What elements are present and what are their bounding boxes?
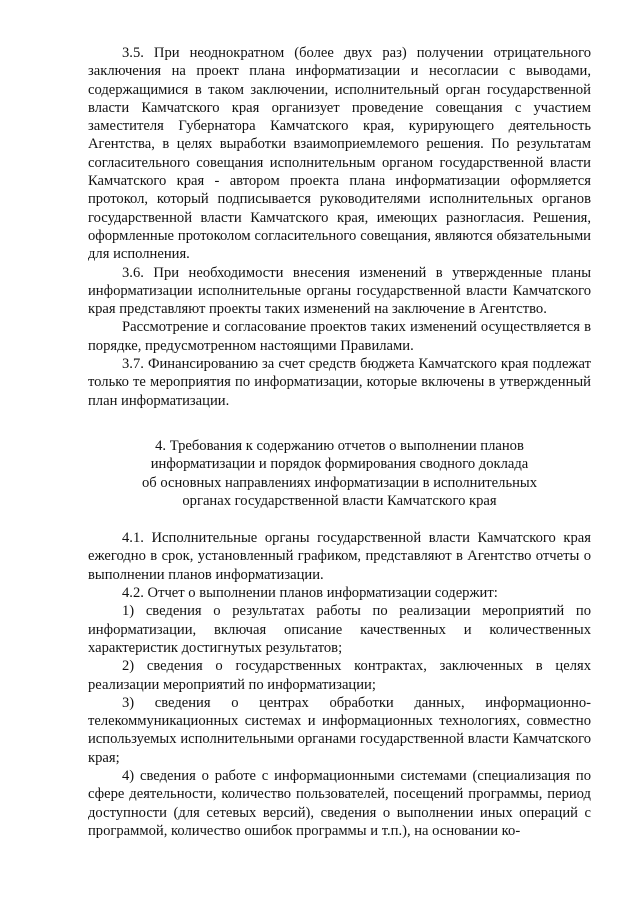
paragraph-3-6: 3.6. При необходимости внесения изменений в утвержденные планы информатизации исполнительные органы государственной власти Камчатского края представляют проекты таких изменений на заключение в Агентство. bbox=[88, 264, 591, 318]
paragraph-4-2: 4.2. Отчет о выполнении планов информатизации содержит: bbox=[122, 585, 498, 602]
list-item-3: 3) сведения о центрах обработки данных, информационно-телекоммуникационных системах и информационных технологиях, совместно используемых исполнительными органами государственной власти Камчатского края; bbox=[88, 694, 591, 766]
list-item-1: 1) сведения о результатах работы по реализации мероприятий по информатизации, включая описание качественных и количественных характеристик достигнутых результатов; bbox=[88, 603, 591, 656]
section-4-title bbox=[88, 437, 591, 510]
section-title-line: 4. Требования к содержанию отчетов о выполнении планов bbox=[155, 437, 524, 454]
section-title-line: информатизации и порядок формирования сводного доклада bbox=[150, 456, 529, 473]
section-title-line: органах государственной власти Камчатского края bbox=[182, 492, 497, 509]
list-item-2: 2) сведения о государственных контрактах, заключенных в целях реализации мероприятий по информатизации; bbox=[88, 658, 591, 693]
section-title-line: об основных направлениях информатизации в исполнительных bbox=[141, 474, 538, 491]
list-item-4: 4) сведения о работе с информационными системами (специализация по сфере деятельности, количество пользователей, посещений программы, период доступности (для сетевых версий), сведения о выполнении иных операций с программой, количество ошибок программы и т.п.), на основании ко- bbox=[88, 767, 591, 839]
paragraph-3-6-review: Рассмотрение и согласование проектов таких изменений осуществляется в порядке, предусмотренном настоящими Правилами. bbox=[88, 319, 591, 354]
paragraph-3-5: 3.5. При неоднократном (более двух раз) получении отрицательного заключения на проект плана информатизации и несогласии с выводами, содержащимися в таком заключении, исполнительный орган государственной власти Камчатского края организует проведение совещания с участием заместителя Губернатора Камчатского края, курирующего деятельность Агентства, в целях выработки взаимоприемлемого решения. По результатам согласительного совещания исполнительным органом государственной власти Камчатского края - автором проекта плана информатизации оформляется протокол, который подписывается руководителями исполнительных органов государственной власти Камчатского края, имеющих разногласия. Решения, оформленные протоколом согласительного совещания, являются обязательными для исполнения. bbox=[88, 45, 591, 263]
paragraph-4-1: 4.1. Исполнительные органы государственной власти Камчатского края ежегодно в срок, установленный графиком, представляют в Агентство отчеты о выполнении планов информатизации. bbox=[88, 530, 591, 583]
paragraph-3-7: 3.7. Финансированию за счет средств бюджета Камчатского края подлежат только те мероприятия по информатизации, которые включены в утвержденный план информатизации. bbox=[88, 356, 591, 409]
document-body bbox=[88, 44, 591, 840]
